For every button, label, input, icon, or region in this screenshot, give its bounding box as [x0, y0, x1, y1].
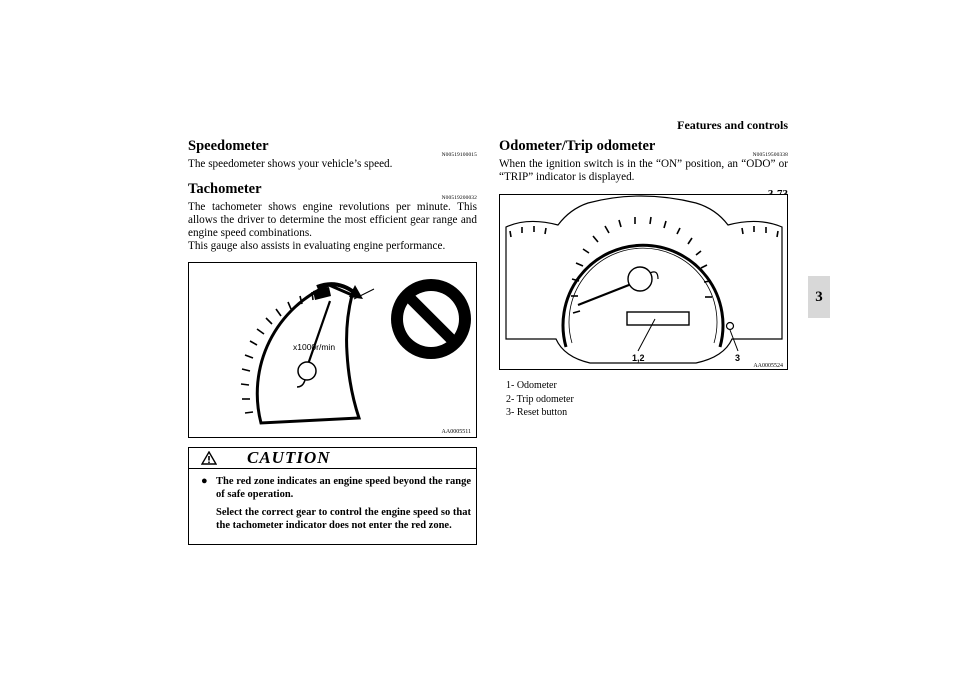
bullet-icon: ●	[201, 475, 208, 487]
tachometer-figure-code: AA0005511	[441, 429, 471, 435]
caution-header	[189, 448, 476, 469]
warning-triangle-icon	[201, 451, 217, 465]
chapter-tab	[808, 276, 830, 318]
odometer-text: When the ignition switch is in the “ON” position, an “ODO” or “TRIP” indicator is displayed.	[499, 158, 788, 183]
callout-1-2: 1,2	[632, 353, 645, 363]
tachometer-paragraph-1: The tachometer shows engine revolutions per minute. This allows the driver to determine the most efficient gear range and engine speed combinations.	[188, 201, 477, 239]
gauge-unit-label: x1000r/min	[293, 342, 336, 352]
figure-legend	[506, 379, 574, 420]
speedometer-code: N00519100015	[441, 152, 477, 158]
tachometer-code: N00519200032	[441, 195, 477, 201]
instrument-cluster-illustration	[500, 195, 787, 369]
odometer-figure	[499, 194, 788, 370]
odometer-code: N00519500338	[752, 152, 788, 158]
tachometer-illustration	[189, 263, 476, 437]
caution-title: CAUTION	[247, 448, 331, 467]
speedometer-section	[188, 138, 477, 171]
caution-line-1: The red zone indicates an engine speed beyond the range of safe operation.	[216, 476, 471, 500]
speedometer-text: The speedometer shows your vehicle’s speed.	[188, 158, 393, 170]
tachometer-paragraph-2: This gauge also assists in evaluating engine performance.	[188, 240, 446, 252]
caution-box	[188, 447, 477, 545]
tachometer-heading: Tachometer	[188, 181, 262, 197]
tachometer-figure	[188, 262, 477, 438]
odometer-figure-code: AA0005524	[753, 363, 783, 369]
tachometer-section	[188, 181, 477, 253]
legend-item: 3- Reset button	[506, 407, 568, 418]
caution-body	[201, 475, 471, 532]
odometer-heading: Odometer/Trip odometer	[499, 138, 656, 154]
speedometer-heading: Speedometer	[188, 138, 269, 154]
odometer-section	[499, 138, 788, 184]
chapter-tab-label: 3	[815, 289, 823, 305]
callout-3: 3	[735, 353, 741, 363]
legend-item: 2- Trip odometer	[506, 393, 574, 405]
prohibition-icon	[391, 279, 471, 359]
caution-line-2: Select the correct gear to control the engine speed so that the tachometer indicator does not enter the red zone.	[216, 507, 471, 531]
running-header: Features and controls	[677, 118, 788, 132]
legend-item: 1- Odometer	[506, 380, 557, 391]
